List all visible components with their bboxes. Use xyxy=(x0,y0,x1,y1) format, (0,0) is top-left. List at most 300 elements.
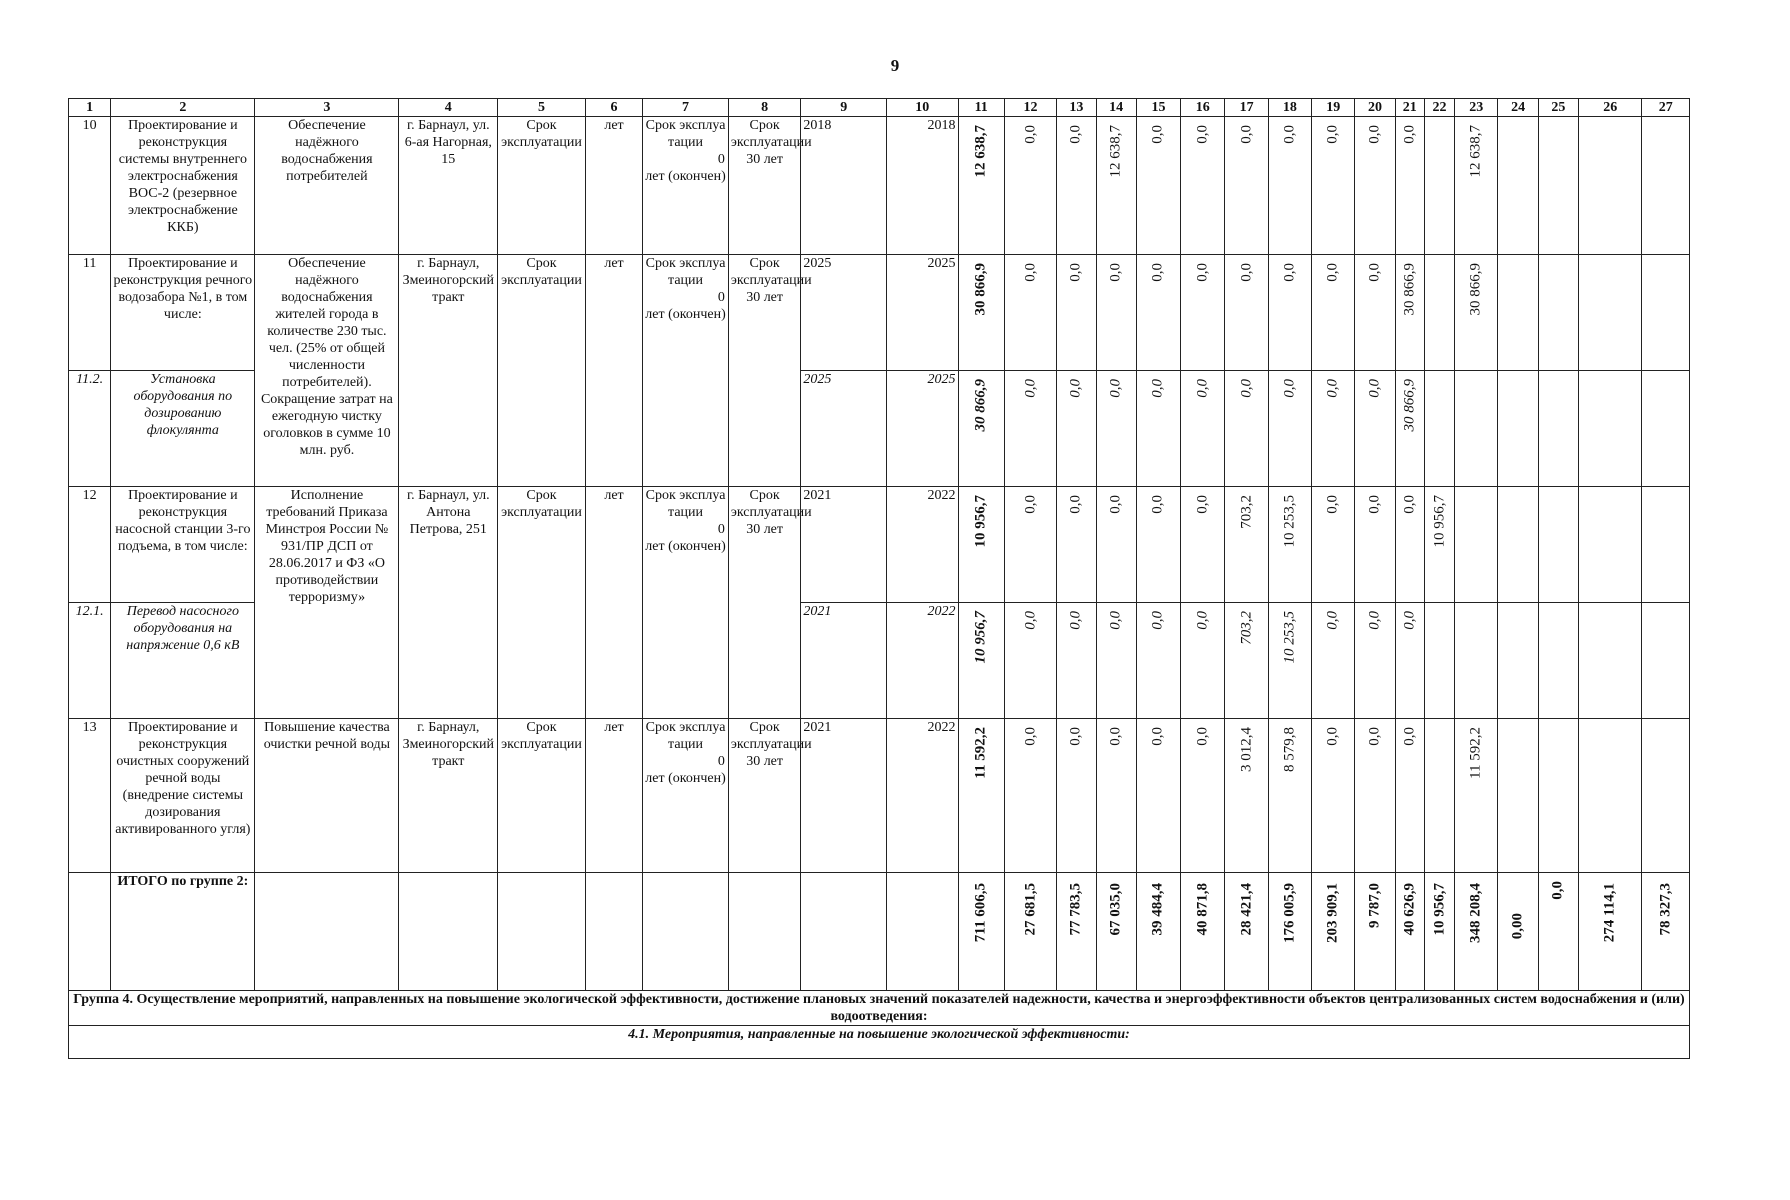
amount-cell xyxy=(1355,371,1395,487)
amount-value: 0,0 xyxy=(1401,727,1418,746)
amount-cell xyxy=(1355,603,1395,719)
amount-cell xyxy=(958,719,1004,873)
amount-value: 0,0 xyxy=(1067,495,1084,514)
amount-cell xyxy=(1096,117,1136,255)
amount-value: 0,0 xyxy=(1401,495,1418,514)
page-number: 9 xyxy=(890,56,900,75)
row-c5: Срок эксплуатации xyxy=(498,255,586,487)
amount-cell xyxy=(1538,255,1578,371)
total-amount-value: 40 871,8 xyxy=(1194,883,1211,936)
amount-cell xyxy=(1498,603,1538,719)
group-4-title: Группа 4. Осуществление мероприятий, направленных на повышение экологической эффективности, достижение плановых значений показателей надежности, качества и энергоэффективности объектов централизованных систем водоснабжения и (или) водоотведения: xyxy=(69,991,1690,1026)
group-4-subtitle: 4.1. Мероприятия, направленные на повышение экологической эффективности: xyxy=(69,1026,1690,1059)
c7-number-row xyxy=(645,289,726,306)
amount-cell xyxy=(1136,487,1180,603)
amount-cell xyxy=(1424,371,1454,487)
total-amount-value: 203 909,1 xyxy=(1324,883,1341,943)
row-year-start: 2021 xyxy=(801,603,887,719)
total-amount-cell xyxy=(1312,873,1355,991)
amount-value: 0,0 xyxy=(1238,263,1255,282)
total-amount-value: 0,0 xyxy=(1549,881,1566,900)
amount-value: 0,0 xyxy=(1149,495,1166,514)
row-purpose: Повышение качества очистки речной воды xyxy=(255,719,399,873)
amount-value: 0,0 xyxy=(1022,495,1039,514)
amount-cell xyxy=(1268,255,1311,371)
amount-cell xyxy=(1355,255,1395,371)
amount-value: 0,0 xyxy=(1022,379,1039,398)
amount-cell xyxy=(1181,371,1225,487)
column-header: 9 xyxy=(801,99,887,117)
amount-cell xyxy=(1455,117,1498,255)
amount-cell xyxy=(1225,487,1268,603)
amount-cell xyxy=(1424,117,1454,255)
amount-cell xyxy=(1424,255,1454,371)
amount-value: 0,0 xyxy=(1022,611,1039,630)
amount-value: 0,0 xyxy=(1194,495,1211,514)
amount-cell xyxy=(1181,117,1225,255)
amount-value: 10 956,7 xyxy=(1431,495,1447,548)
column-header: 5 xyxy=(498,99,586,117)
amount-cell xyxy=(1004,117,1056,255)
amount-cell xyxy=(1642,603,1690,719)
amount-value: 0,0 xyxy=(1366,125,1383,144)
column-header: 16 xyxy=(1181,99,1225,117)
amount-cell xyxy=(958,117,1004,255)
amount-cell xyxy=(1136,371,1180,487)
row-name: Установка оборудования по дозированию флокулянта xyxy=(111,371,255,487)
amount-cell xyxy=(1538,487,1578,603)
amount-cell xyxy=(1312,487,1355,603)
amount-value: 0,0 xyxy=(1022,125,1039,144)
amount-cell xyxy=(1355,719,1395,873)
row-number: 12 xyxy=(69,487,111,603)
total-amount-value: 348 208,4 xyxy=(1467,883,1484,943)
c7-number: 0 xyxy=(717,522,725,537)
amount-value: 12 638,7 xyxy=(1467,125,1484,178)
total-amount-cell xyxy=(1355,873,1395,991)
amount-value: 703,2 xyxy=(1238,611,1255,645)
row-c7 xyxy=(643,487,729,719)
amount-cell xyxy=(1268,117,1311,255)
row-c6: лет xyxy=(585,117,642,255)
row-year-start: 2025 xyxy=(801,255,887,371)
amount-cell xyxy=(1579,603,1642,719)
amount-value: 0,0 xyxy=(1107,727,1124,746)
row-c8: Срок эксплуатации 30 лет xyxy=(728,487,801,719)
row-purpose: Обеспечение надёжного водоснабжения жителей города в количестве 230 тыс. чел. (25% от общей численности потребителей). Сокращение затрат на ежегодную чистку оголовков в сумме 10 млн. руб. xyxy=(255,255,399,487)
amount-cell xyxy=(1538,719,1578,873)
amount-value: 0,0 xyxy=(1067,379,1084,398)
amount-value: 0,0 xyxy=(1324,125,1341,144)
total-empty xyxy=(728,873,801,991)
amount-cell xyxy=(1004,719,1056,873)
amount-value: 30 866,9 xyxy=(1401,263,1418,316)
amount-value: 0,0 xyxy=(1194,727,1211,746)
amount-cell xyxy=(1355,117,1395,255)
amount-value: 0,0 xyxy=(1366,611,1383,630)
amount-cell xyxy=(1455,255,1498,371)
amount-cell xyxy=(958,487,1004,603)
total-amount-value: 39 484,4 xyxy=(1149,883,1166,936)
amount-cell xyxy=(1642,719,1690,873)
amount-value: 0,0 xyxy=(1149,379,1166,398)
amount-cell xyxy=(1181,719,1225,873)
column-header: 27 xyxy=(1642,99,1690,117)
c7-years: лет (окончен) xyxy=(645,169,726,184)
total-amount-cell xyxy=(1268,873,1311,991)
row-number: 13 xyxy=(69,719,111,873)
amount-cell xyxy=(1268,603,1311,719)
c7-number-row xyxy=(645,521,726,538)
amount-value: 0,0 xyxy=(1366,495,1383,514)
row-c6: лет xyxy=(585,255,642,487)
amount-cell xyxy=(1498,719,1538,873)
amount-cell xyxy=(1538,371,1578,487)
row-name: Перевод насосного оборудования на напряжение 0,6 кВ xyxy=(111,603,255,719)
amount-cell xyxy=(1579,371,1642,487)
total-empty xyxy=(585,873,642,991)
c7-label: Срок эксплуатации xyxy=(645,118,726,150)
c7-number: 0 xyxy=(717,754,725,769)
amount-cell xyxy=(1225,603,1268,719)
amount-cell xyxy=(1395,117,1424,255)
amount-cell xyxy=(1136,719,1180,873)
column-header: 2 xyxy=(111,99,255,117)
amount-cell xyxy=(1181,255,1225,371)
amount-cell xyxy=(1181,487,1225,603)
amount-cell xyxy=(1424,487,1454,603)
amount-cell xyxy=(1498,487,1538,603)
row-year-end: 2022 xyxy=(887,719,959,873)
amount-cell xyxy=(1498,255,1538,371)
row-name: Проектирование и реконструкция очистных сооружений речной воды (внедрение системы дозирования активированного угля) xyxy=(111,719,255,873)
total-empty xyxy=(255,873,399,991)
amount-value: 0,0 xyxy=(1194,263,1211,282)
total-empty xyxy=(887,873,959,991)
amount-cell xyxy=(1642,255,1690,371)
amount-cell xyxy=(1225,117,1268,255)
column-header: 19 xyxy=(1312,99,1355,117)
total-amount-cell xyxy=(1096,873,1136,991)
amount-cell xyxy=(1057,371,1096,487)
investment-table xyxy=(68,98,1690,1059)
amount-cell xyxy=(1225,719,1268,873)
total-amount-cell xyxy=(1181,873,1225,991)
column-header: 12 xyxy=(1004,99,1056,117)
amount-cell xyxy=(1395,719,1424,873)
total-row xyxy=(69,873,1690,991)
row-year-end: 2018 xyxy=(887,117,959,255)
total-amount-value: 28 421,4 xyxy=(1238,883,1255,936)
amount-cell xyxy=(1136,603,1180,719)
total-amount-cell xyxy=(1424,873,1454,991)
row-number: 11 xyxy=(69,255,111,371)
total-empty xyxy=(399,873,498,991)
total-empty xyxy=(69,873,111,991)
column-header: 14 xyxy=(1096,99,1136,117)
total-empty xyxy=(643,873,729,991)
amount-value: 0,0 xyxy=(1238,125,1255,144)
column-header: 20 xyxy=(1355,99,1395,117)
amount-cell xyxy=(1096,371,1136,487)
total-amount-cell xyxy=(1004,873,1056,991)
column-header: 10 xyxy=(887,99,959,117)
amount-value: 8 579,8 xyxy=(1281,727,1298,772)
amount-value: 0,0 xyxy=(1149,125,1166,144)
row-c5: Срок эксплуатации xyxy=(498,719,586,873)
group-4-row xyxy=(69,991,1690,1026)
amount-value: 0,0 xyxy=(1107,263,1124,282)
amount-cell xyxy=(1096,255,1136,371)
row-c8: Срок эксплуатации 30 лет xyxy=(728,719,801,873)
amount-value: 0,0 xyxy=(1401,611,1418,630)
row-year-start: 2025 xyxy=(801,371,887,487)
amount-value: 0,0 xyxy=(1281,379,1298,398)
amount-cell xyxy=(1004,255,1056,371)
row-year-start: 2021 xyxy=(801,719,887,873)
amount-value: 703,2 xyxy=(1238,495,1255,529)
amount-cell xyxy=(1225,255,1268,371)
amount-cell xyxy=(1355,487,1395,603)
amount-cell xyxy=(1004,487,1056,603)
total-amount-cell xyxy=(1642,873,1690,991)
amount-value: 0,0 xyxy=(1401,125,1418,144)
table-row xyxy=(69,719,1690,873)
amount-cell xyxy=(1057,117,1096,255)
amount-cell xyxy=(1096,603,1136,719)
amount-value: 11 592,2 xyxy=(1467,727,1484,779)
c7-number-row xyxy=(645,151,726,168)
amount-cell xyxy=(1136,117,1180,255)
amount-cell xyxy=(1181,603,1225,719)
amount-value: 0,0 xyxy=(1107,611,1124,630)
total-amount-cell xyxy=(1455,873,1498,991)
column-header: 23 xyxy=(1455,99,1498,117)
row-address: г. Барнаул, Змеиногорский тракт xyxy=(399,719,498,873)
amount-value: 0,0 xyxy=(1067,727,1084,746)
amount-cell xyxy=(1498,117,1538,255)
amount-value: 30 866,9 xyxy=(1401,379,1418,432)
group-4-sub-row xyxy=(69,1026,1690,1059)
amount-value: 0,0 xyxy=(1324,611,1341,630)
c7-label: Срок эксплуатации xyxy=(645,488,726,520)
amount-value: 0,0 xyxy=(1324,379,1341,398)
row-year-end: 2025 xyxy=(887,371,959,487)
row-c7 xyxy=(643,255,729,487)
c7-label: Срок эксплуатации xyxy=(645,720,726,752)
column-header: 26 xyxy=(1579,99,1642,117)
amount-cell xyxy=(1312,371,1355,487)
row-c5: Срок эксплуатации xyxy=(498,487,586,719)
total-amount-value: 0,00 xyxy=(1509,913,1526,940)
row-number: 11.2. xyxy=(69,371,111,487)
amount-value: 0,0 xyxy=(1366,727,1383,746)
amount-cell xyxy=(1579,719,1642,873)
row-year-start: 2021 xyxy=(801,487,887,603)
row-name: Проектирование и реконструкция речного водозабора №1, в том числе: xyxy=(111,255,255,371)
amount-value: 0,0 xyxy=(1149,263,1166,282)
amount-cell xyxy=(1395,371,1424,487)
total-amount-cell xyxy=(1498,873,1538,991)
amount-cell xyxy=(1268,371,1311,487)
amount-cell xyxy=(1096,719,1136,873)
total-amount-cell xyxy=(1136,873,1180,991)
table-row xyxy=(69,255,1690,371)
amount-value: 3 012,4 xyxy=(1238,727,1255,772)
amount-cell xyxy=(1498,371,1538,487)
column-header: 18 xyxy=(1268,99,1311,117)
table-row xyxy=(69,487,1690,603)
amount-value: 0,0 xyxy=(1107,495,1124,514)
amount-cell xyxy=(1057,255,1096,371)
amount-value: 0,0 xyxy=(1281,263,1298,282)
row-address: г. Барнаул, ул. 6-ая Нагорная, 15 xyxy=(399,117,498,255)
row-year-end: 2022 xyxy=(887,603,959,719)
amount-cell xyxy=(1642,487,1690,603)
header-row xyxy=(69,99,1690,117)
c7-years: лет (окончен) xyxy=(645,307,726,322)
amount-cell xyxy=(1312,719,1355,873)
row-year-end: 2022 xyxy=(887,487,959,603)
total-amount-value: 77 783,5 xyxy=(1067,883,1084,936)
c7-years: лет (окончен) xyxy=(645,771,726,786)
amount-value: 0,0 xyxy=(1067,611,1084,630)
amount-cell xyxy=(1579,117,1642,255)
amount-cell xyxy=(1004,371,1056,487)
amount-value: 12 638,7 xyxy=(972,125,989,178)
amount-value: 10 253,5 xyxy=(1281,611,1298,664)
amount-cell xyxy=(1268,487,1311,603)
amount-cell xyxy=(1096,487,1136,603)
row-c8: Срок эксплуатации 30 лет xyxy=(728,117,801,255)
total-amount-value: 10 956,7 xyxy=(1431,883,1447,936)
total-amount-cell xyxy=(958,873,1004,991)
amount-value: 10 956,7 xyxy=(972,611,989,664)
amount-value: 0,0 xyxy=(1366,263,1383,282)
amount-cell xyxy=(1642,117,1690,255)
amount-cell xyxy=(1312,117,1355,255)
row-number: 10 xyxy=(69,117,111,255)
table-row xyxy=(69,117,1690,255)
amount-cell xyxy=(1455,371,1498,487)
column-header: 22 xyxy=(1424,99,1454,117)
amount-value: 0,0 xyxy=(1149,611,1166,630)
amount-cell xyxy=(1312,255,1355,371)
c7-years: лет (окончен) xyxy=(645,539,726,554)
column-header: 17 xyxy=(1225,99,1268,117)
row-number: 12.1. xyxy=(69,603,111,719)
amount-value: 10 956,7 xyxy=(972,495,989,548)
c7-number: 0 xyxy=(717,290,725,305)
amount-cell xyxy=(1579,255,1642,371)
amount-value: 0,0 xyxy=(1149,727,1166,746)
column-header: 24 xyxy=(1498,99,1538,117)
row-purpose: Исполнение требований Приказа Минстроя России № 931/ПР ДСП от 28.06.2017 и ФЗ «О противодействии терроризму» xyxy=(255,487,399,719)
amount-cell xyxy=(1057,719,1096,873)
amount-value: 30 866,9 xyxy=(972,379,989,432)
amount-value: 0,0 xyxy=(1324,727,1341,746)
total-amount-value: 40 626,9 xyxy=(1401,883,1418,936)
total-amount-cell xyxy=(1057,873,1096,991)
amount-value: 0,0 xyxy=(1022,263,1039,282)
column-header: 3 xyxy=(255,99,399,117)
row-purpose: Обеспечение надёжного водоснабжения потребителей xyxy=(255,117,399,255)
amount-cell xyxy=(1395,603,1424,719)
amount-cell xyxy=(1225,371,1268,487)
total-amount-value: 274 114,1 xyxy=(1601,883,1618,943)
amount-value: 0,0 xyxy=(1324,495,1341,514)
amount-value: 0,0 xyxy=(1194,379,1211,398)
amount-cell xyxy=(1424,603,1454,719)
row-c5: Срок эксплуатации xyxy=(498,117,586,255)
total-amount-value: 176 005,9 xyxy=(1281,883,1298,943)
row-c6: лет xyxy=(585,719,642,873)
amount-cell xyxy=(1004,603,1056,719)
column-header: 1 xyxy=(69,99,111,117)
amount-value: 0,0 xyxy=(1022,727,1039,746)
total-amount-cell xyxy=(1579,873,1642,991)
c7-label: Срок эксплуатации xyxy=(645,256,726,288)
column-header: 8 xyxy=(728,99,801,117)
amount-value: 0,0 xyxy=(1067,125,1084,144)
total-amount-cell xyxy=(1395,873,1424,991)
amount-value: 12 638,7 xyxy=(1107,125,1124,178)
amount-value: 0,0 xyxy=(1107,379,1124,398)
amount-value: 0,0 xyxy=(1194,611,1211,630)
column-header: 4 xyxy=(399,99,498,117)
row-c8: Срок эксплуатации 30 лет xyxy=(728,255,801,487)
row-c7 xyxy=(643,719,729,873)
total-amount-cell xyxy=(1225,873,1268,991)
amount-cell xyxy=(1424,719,1454,873)
amount-value: 0,0 xyxy=(1366,379,1383,398)
column-header: 6 xyxy=(585,99,642,117)
amount-value: 11 592,2 xyxy=(972,727,989,779)
amount-cell xyxy=(1312,603,1355,719)
amount-cell xyxy=(1538,117,1578,255)
amount-cell xyxy=(958,371,1004,487)
amount-value: 0,0 xyxy=(1324,263,1341,282)
row-year-end: 2025 xyxy=(887,255,959,371)
total-amount-value: 9 787,0 xyxy=(1366,883,1383,928)
total-amount-cell xyxy=(1538,873,1578,991)
amount-cell xyxy=(958,255,1004,371)
amount-cell xyxy=(1642,371,1690,487)
row-address: г. Барнаул, ул. Антона Петрова, 251 xyxy=(399,487,498,719)
amount-cell xyxy=(1268,719,1311,873)
row-c6: лет xyxy=(585,487,642,719)
amount-cell xyxy=(1579,487,1642,603)
amount-cell xyxy=(1538,603,1578,719)
row-year-start: 2018 xyxy=(801,117,887,255)
amount-value: 0,0 xyxy=(1238,379,1255,398)
total-amount-value: 711 606,5 xyxy=(972,883,989,943)
amount-value: 30 866,9 xyxy=(1467,263,1484,316)
total-empty xyxy=(801,873,887,991)
column-header: 13 xyxy=(1057,99,1096,117)
column-header: 15 xyxy=(1136,99,1180,117)
amount-value: 0,0 xyxy=(1194,125,1211,144)
total-amount-value: 78 327,3 xyxy=(1657,883,1674,936)
amount-value: 30 866,9 xyxy=(972,263,989,316)
amount-cell xyxy=(1455,487,1498,603)
amount-cell xyxy=(1455,719,1498,873)
amount-cell xyxy=(1057,487,1096,603)
row-name: Проектирование и реконструкция системы внутреннего электроснабжения ВОС-2 (резервное электроснабжение ККБ) xyxy=(111,117,255,255)
amount-value: 0,0 xyxy=(1281,125,1298,144)
total-label: ИТОГО по группе 2: xyxy=(111,873,255,991)
row-c7 xyxy=(643,117,729,255)
